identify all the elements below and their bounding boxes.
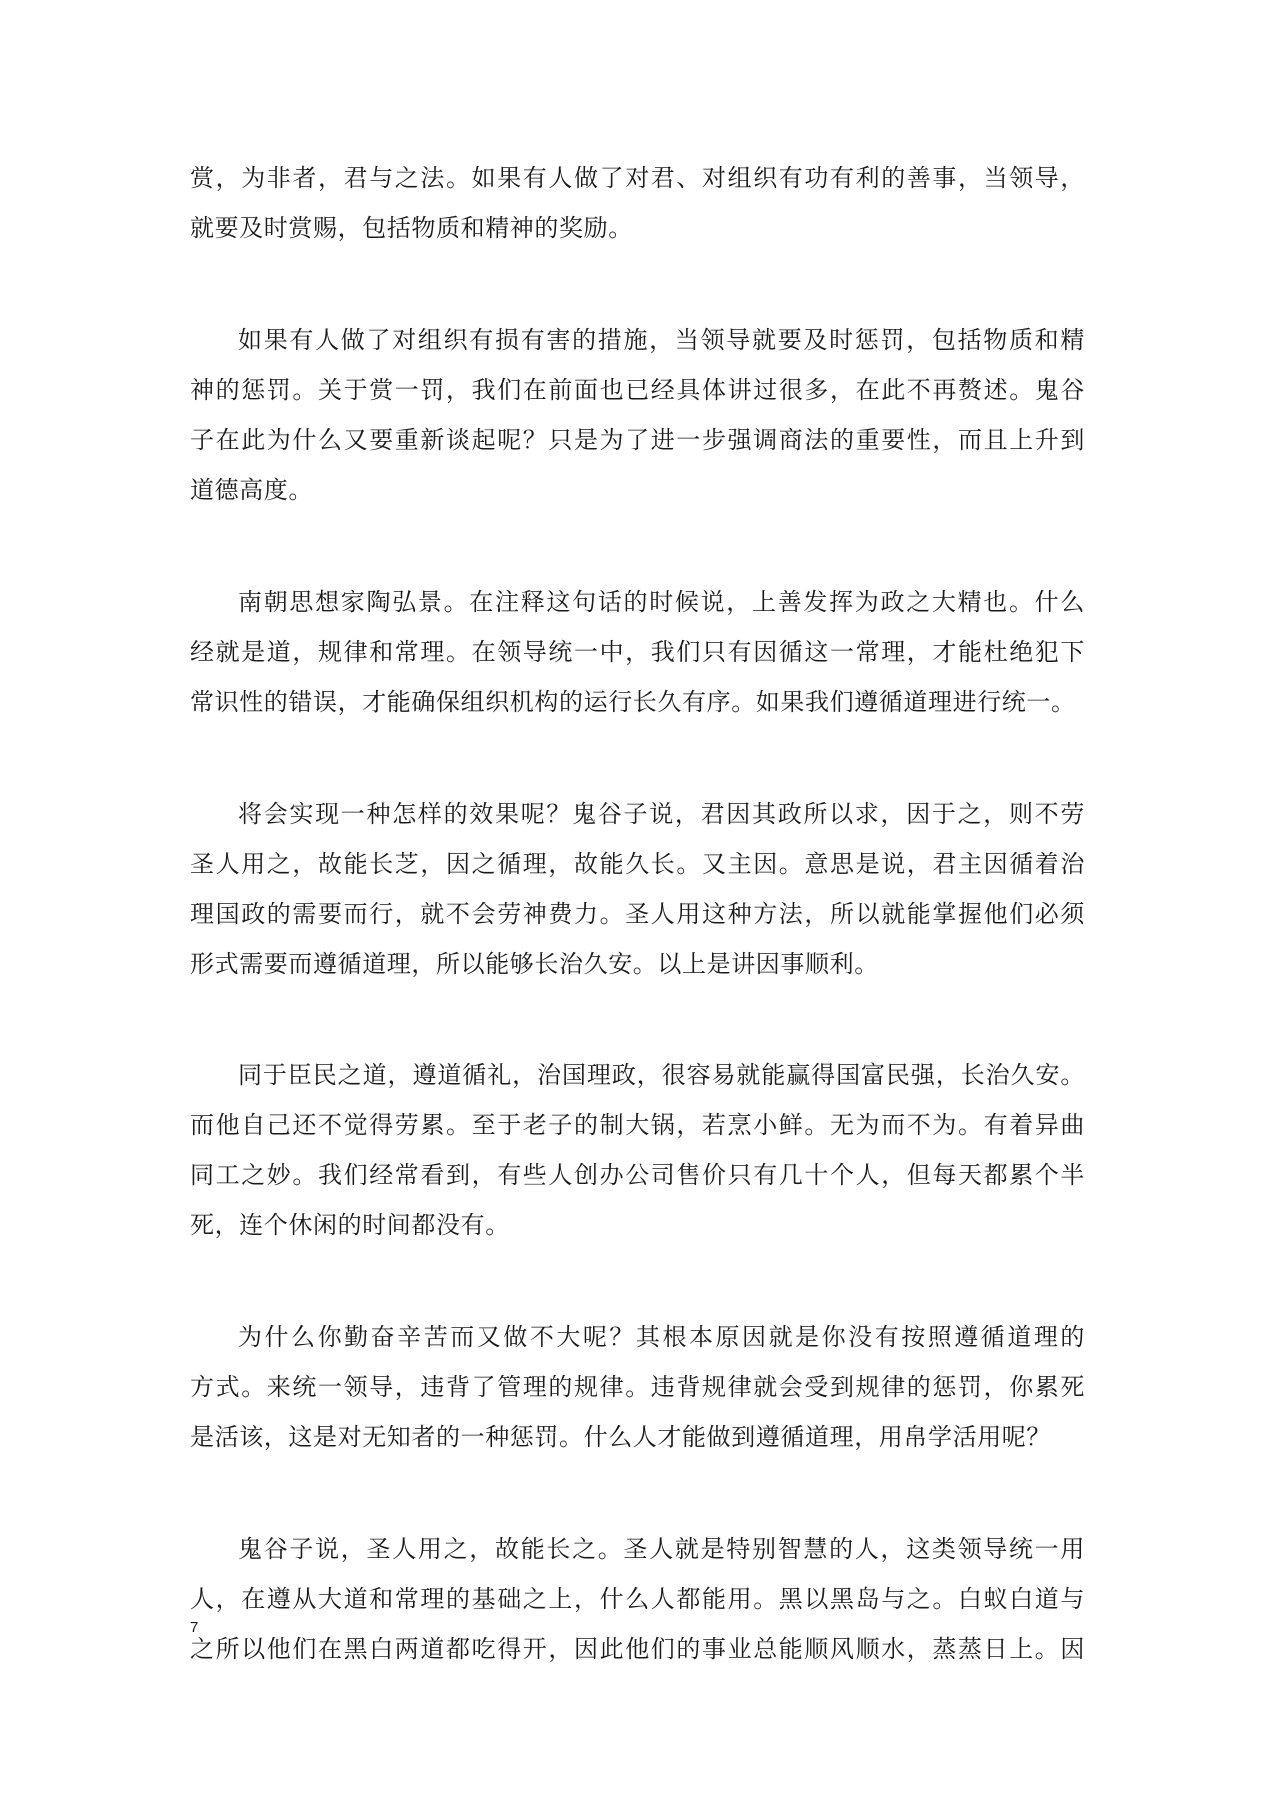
paragraph-6 <box>190 1312 1085 1462</box>
paragraph-6-line-2: 方式。来统一领导，违背了管理的规律。违背规律就会受到规律的惩罚，你累死 <box>190 1373 1085 1401</box>
paragraph-1 <box>190 153 1085 253</box>
paragraph-5 <box>190 1050 1085 1250</box>
paragraph-1-line-2: 就要及时赏赐，包括物质和精神的奖励。 <box>190 214 633 242</box>
paragraph-3-line-3: 常识性的错误，才能确保组织机构的运行长久有序。如果我们遵循道理进行统一。 <box>190 688 1076 716</box>
paragraph-6-line-1: 为什么你勤奋辛苦而又做不大呢？其根本原因就是你没有按照遵循道理的 <box>238 1323 1085 1351</box>
paragraph-3 <box>190 577 1085 727</box>
paragraph-4-line-4: 形式需要而遵循道理，所以能够长治久安。以上是讲因事顺利。 <box>190 950 879 978</box>
paragraph-7-line-1: 鬼谷子说，圣人用之，故能长之。圣人就是特别智慧的人，这类领导统一用 <box>238 1535 1085 1563</box>
paragraph-6-line-3: 是活该，这是对无知者的一种惩罚。什么人才能做到遵循道理，用帛学活用呢？ <box>190 1423 1051 1451</box>
paragraph-2 <box>190 315 1085 515</box>
paragraph-5-line-2: 而他自己还不觉得劳累。至于老子的制大锅，若烹小鲜。无为而不为。有着异曲 <box>190 1111 1085 1139</box>
page-number: 7 <box>190 1619 199 1636</box>
paragraph-5-line-1: 同于臣民之道，遵道循礼，治国理政，很容易就能赢得国富民强，长治久安。 <box>238 1061 1085 1089</box>
paragraph-5-line-4: 死，连个休闲的时间都没有。 <box>190 1211 510 1239</box>
paragraph-3-line-1: 南朝思想家陶弘景。在注释这句话的时候说，上善发挥为政之大精也。什么 <box>238 588 1085 616</box>
paragraph-5-line-3: 同工之妙。我们经常看到，有些人创办公司售价只有几十个人，但每天都累个半 <box>190 1161 1085 1189</box>
paragraph-7 <box>190 1524 1085 1674</box>
paragraph-3-line-2: 经就是道，规律和常理。在领导统一中，我们只有因循这一常理，才能杜绝犯下 <box>190 638 1085 666</box>
paragraph-2-line-3: 子在此为什么又要重新谈起呢？只是为了进一步强调商法的重要性，而且上升到 <box>190 426 1085 454</box>
paragraph-2-line-1: 如果有人做了对组织有损有害的措施，当领导就要及时惩罚，包括物质和精 <box>238 326 1085 354</box>
paragraph-7-line-2: 人，在遵从大道和常理的基础之上，什么人都能用。黑以黑岛与之。白蚁白道与 <box>190 1585 1085 1613</box>
paragraph-2-line-4: 道德高度。 <box>190 476 313 504</box>
paragraph-2-line-2: 神的惩罚。关于赏一罚，我们在前面也已经具体讲过很多，在此不再赘述。鬼谷 <box>190 376 1085 404</box>
paragraph-4-line-1: 将会实现一种怎样的效果呢？鬼谷子说，君因其政所以求，因于之，则不劳 <box>238 800 1085 828</box>
paragraph-4 <box>190 789 1085 989</box>
paragraph-7-line-3: 之所以他们在黑白两道都吃得开，因此他们的事业总能顺风顺水，蒸蒸日上。因 <box>190 1635 1085 1663</box>
paragraph-4-line-2: 圣人用之，故能长芝，因之循理，故能久长。又主因。意思是说，君主因循着治 <box>190 850 1085 878</box>
paragraph-4-line-3: 理国政的需要而行，就不会劳神费力。圣人用这种方法，所以就能掌握他们必须 <box>190 900 1085 928</box>
paragraph-1-line-1: 赏，为非者，君与之法。如果有人做了对君、对组织有功有利的善事，当领导， <box>190 164 1085 192</box>
